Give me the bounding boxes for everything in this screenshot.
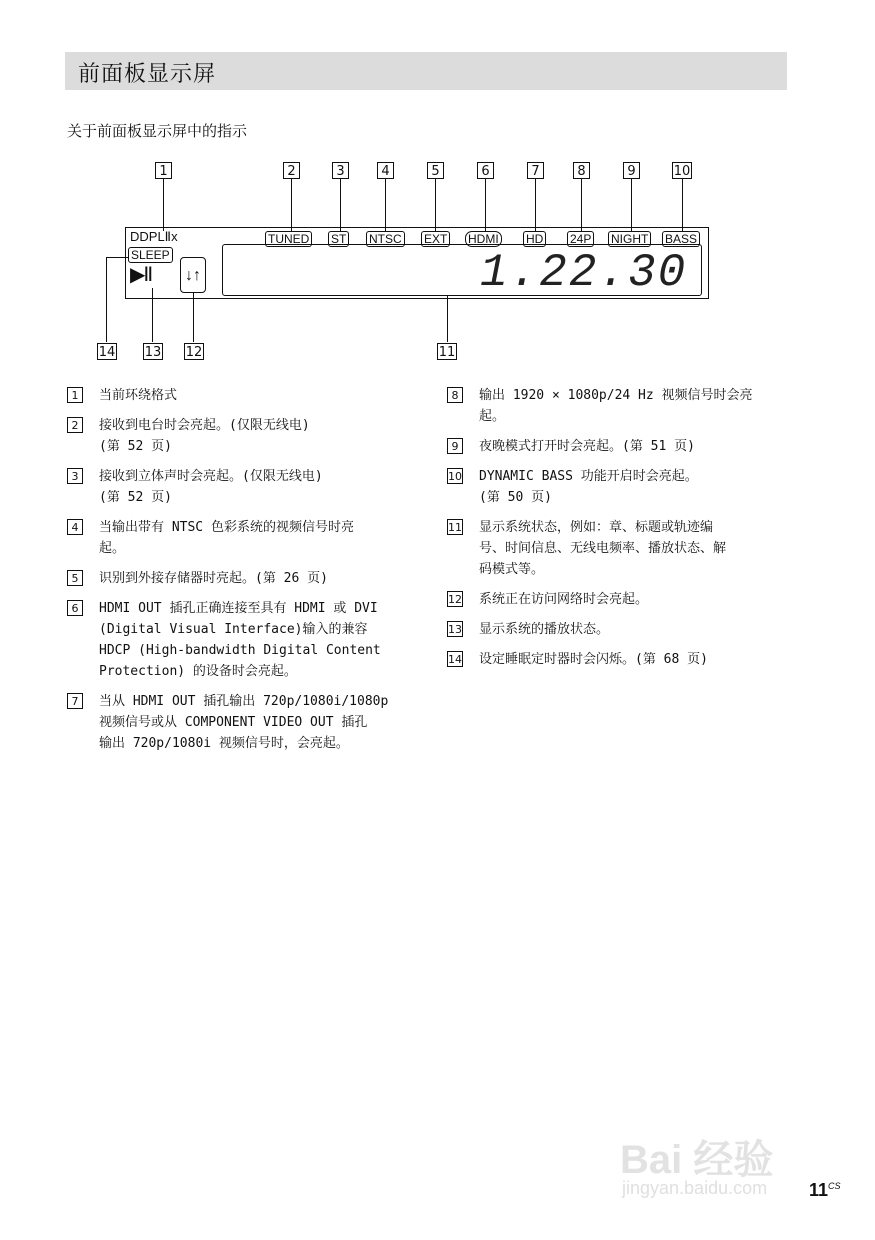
list-item [67,598,412,682]
night-indicator: NIGHT [608,231,651,247]
item-number: 14 [448,653,462,666]
item-number: 8 [447,387,463,403]
callout-line-3 [340,179,341,231]
item-text: 接收到电台时会亮起。(仅限无线电) (第 52 页) [99,418,310,454]
callout-4: 4 [377,162,394,179]
list-item [447,517,792,580]
sleep-indicator: SLEEP [128,247,173,263]
callout-5: 5 [427,162,444,179]
item-number: 13 [448,623,462,636]
time-display-digits: 1.22.30 [480,247,688,299]
watermark-logo: Bai 经验 [620,1138,774,1182]
item-text: 显示系统状态，例如：章、标题或轨迹编 号、时间信息、无线电频率、播放状态、解 码模式等。 [479,520,727,577]
callout-14: 14 [98,345,116,360]
list-item [447,385,792,427]
bass-indicator: BASS [662,231,700,247]
dolby-pl2x-indicator: DDPLⅡx [130,229,178,244]
item-text: HDMI OUT 插孔正确连接至具有 HDMI 或 DVI (Digital Visual Interface)输入的兼容 HDCP (High-bandwidth Digital Content Protection) 的设备时会亮起。 [99,601,381,679]
callout-line-14 [106,257,107,342]
list-item [67,691,412,754]
list-item [447,436,792,457]
item-number: 12 [448,593,462,606]
ntsc-indicator: NTSC [366,231,405,247]
list-item [67,568,412,589]
callout-line-10 [682,179,683,231]
item-number: 4 [67,519,83,535]
ext-indicator: EXT [421,231,450,247]
item-text: 夜晚模式打开时会亮起。(第 51 页) [479,439,695,454]
front-panel-diagram [0,0,875,380]
callout-line-8 [581,179,582,231]
item-number: 10 [448,470,462,483]
callout-7: 7 [527,162,544,179]
list-item [67,517,412,559]
callout-line-12 [193,293,194,342]
item-number: 6 [67,600,83,616]
callout-line-11 [447,296,448,342]
item-number: 1 [67,387,83,403]
callout-line-7 [535,179,536,231]
callout-1: 1 [155,162,172,179]
watermark-url: jingyan.baidu.com [622,1178,768,1198]
callout-line-5 [435,179,436,231]
callout-line-6 [485,179,486,231]
callout-10: 10 [673,164,691,179]
item-text: DYNAMIC BASS 功能开启时会亮起。 (第 50 页) [479,469,698,505]
item-text: 显示系统的播放状态。 [479,622,610,637]
item-text: 输出 1920 × 1080p/24 Hz 视频信号时会亮 起。 [479,388,753,424]
page-suffix: CS [828,1181,841,1191]
page-number-value: 11 [809,1180,829,1200]
callout-2: 2 [283,162,300,179]
item-text: 识别到外接存储器时亮起。(第 26 页) [99,571,328,586]
page-number [809,1180,841,1201]
callout-6: 6 [477,162,494,179]
list-item [67,385,412,406]
hdmi-indicator: HDMI [465,231,502,247]
callout-line-2 [291,179,292,231]
list-item [447,649,792,670]
callout-11: 11 [438,345,456,360]
item-number: 5 [67,570,83,586]
section-subtitle: 关于前面板显示屏中的指示 [67,122,248,140]
item-text: 当从 HDMI OUT 插孔输出 720p/1080i/1080p 视频信号或从 COMPONENT VIDEO OUT 插孔 输出 720p/1080i 视频信号时，会亮起。 [99,694,389,751]
24p-indicator: 24P [567,231,594,247]
tuned-indicator: TUNED [265,231,312,247]
callout-8: 8 [573,162,590,179]
item-number: 11 [448,521,462,534]
item-number: 9 [447,438,463,454]
list-item [67,466,412,508]
network-access-indicator: ↓↑ [180,257,206,293]
callout-line-9 [631,179,632,231]
hd-indicator: HD [523,231,546,247]
item-text: 系统正在访问网络时会亮起。 [479,592,649,607]
callout-line-13 [152,288,153,342]
right-description-column [447,385,792,679]
item-number: 3 [67,468,83,484]
item-number: 2 [67,417,83,433]
callout-3: 3 [332,162,349,179]
item-text: 当前环绕格式 [99,388,178,403]
callout-line-1 [163,179,164,231]
st-indicator: ST [328,231,349,247]
list-item [67,415,412,457]
list-item [447,619,792,640]
callout-line-4 [385,179,386,231]
left-description-column [67,385,412,763]
item-text: 接收到立体声时会亮起。(仅限无线电) (第 52 页) [99,469,323,505]
callout-9: 9 [623,162,640,179]
list-item [447,466,792,508]
item-text: 设定睡眠定时器时会闪烁。(第 68 页) [479,652,708,667]
play-pause-indicator: ▶Ⅱ [130,264,152,286]
item-text: 当输出带有 NTSC 色彩系统的视频信号时亮 起。 [99,520,354,556]
callout-13: 13 [144,345,162,360]
callout-line-14h [106,257,128,258]
list-item [447,589,792,610]
item-number: 7 [67,693,83,709]
page-title: 前面板显示屏 [78,62,217,87]
callout-12: 12 [185,345,203,360]
